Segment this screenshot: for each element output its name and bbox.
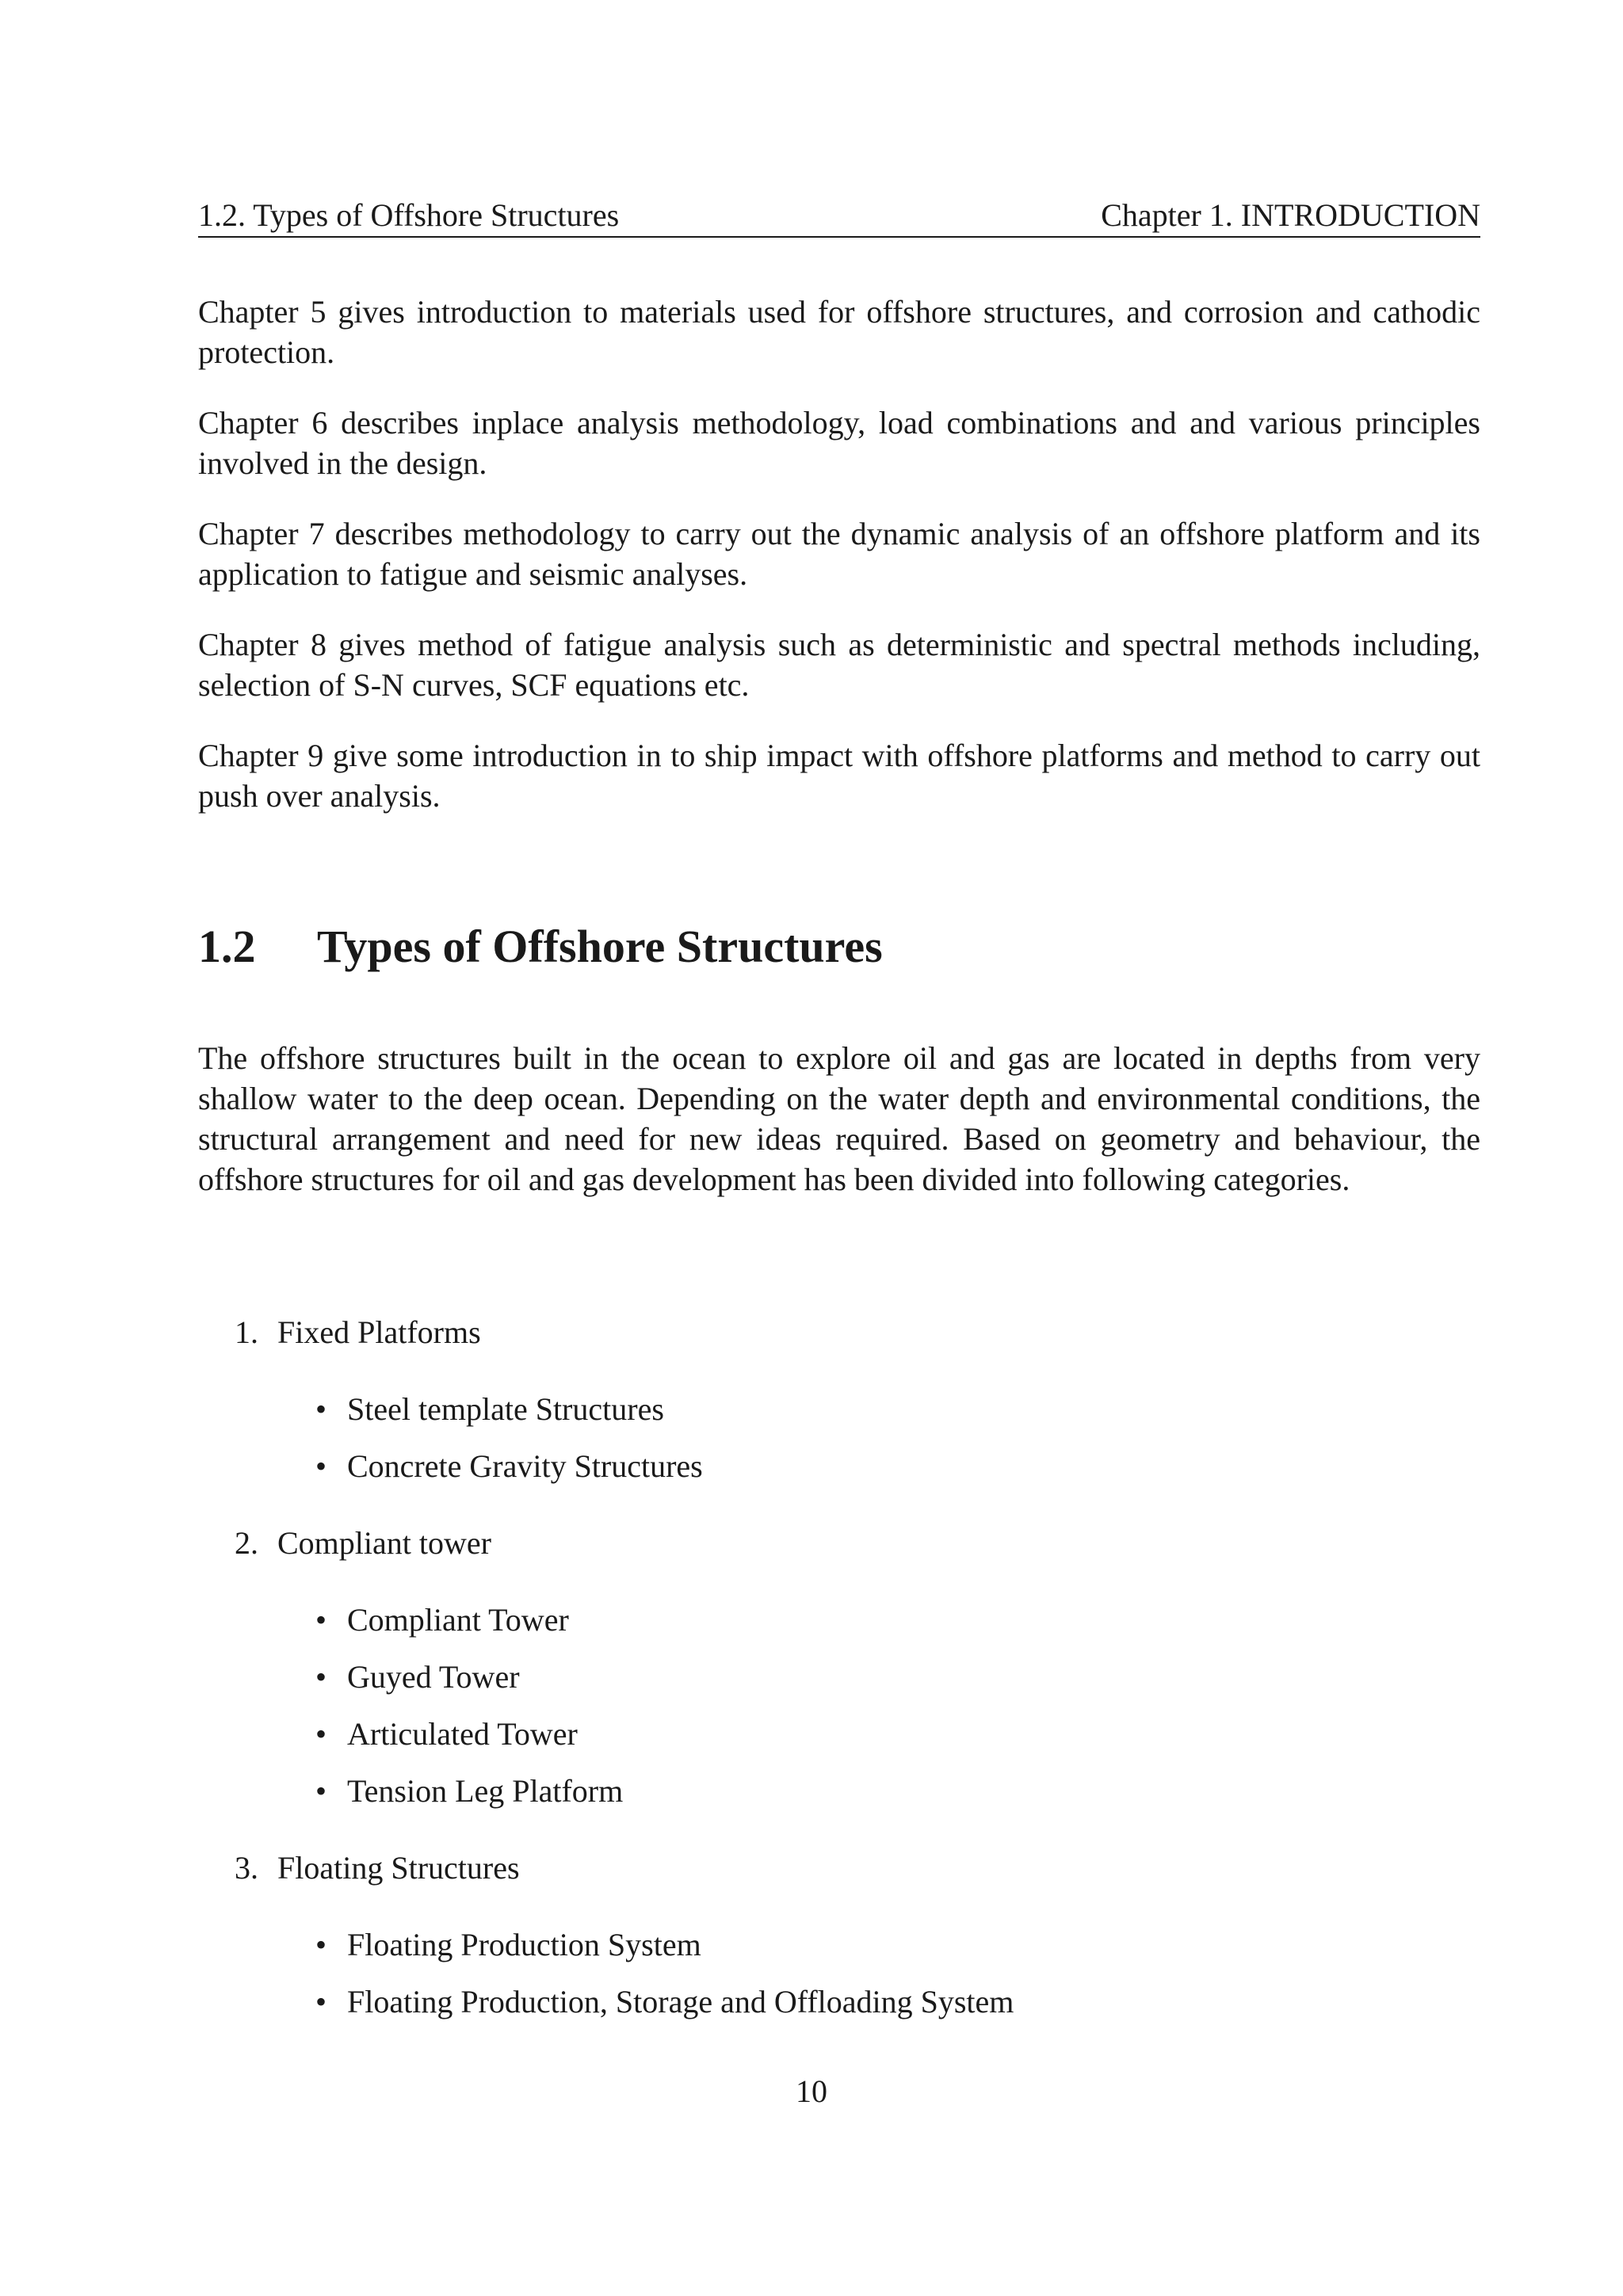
header-section-title: 1.2. Types of Offshore Structures (198, 197, 620, 233)
subcategory-item (315, 1389, 664, 1430)
subcategory-label: Articulated Tower (347, 1716, 578, 1752)
subcategory-item (315, 1924, 701, 1966)
subcategory-item (315, 1714, 578, 1755)
paragraph-chapter-5: Chapter 5 gives introduction to materials used for offshore structures, and corrosion and cathodic protection. (198, 294, 1480, 370)
category-item (235, 1523, 491, 1564)
paragraph-chapter-9: Chapter 9 give some introduction in to ship impact with offshore platforms and method to carry out push over analysis. (198, 738, 1480, 814)
category-item (235, 1312, 481, 1353)
bullet-icon: • (315, 1773, 327, 1809)
subcategory-item (315, 1981, 1014, 2023)
category-number: 1. (235, 1314, 258, 1350)
subcategory-label: Tension Leg Platform (347, 1773, 624, 1809)
subcategory-label: Compliant Tower (347, 1602, 569, 1638)
section-intro-paragraph: The offshore structures built in the ocean to explore oil and gas are located in depths from very shallow water to the deep ocean. Depending on the water depth and environmental conditions, the structural arrangement and need for new ideas required. Based on geometry and behaviour, the offshore structures for oil and gas development has been divided into following categories. (198, 1040, 1480, 1197)
bullet-icon: • (315, 1659, 327, 1695)
subcategory-label: Guyed Tower (347, 1659, 520, 1695)
paragraph-chapter-8: Chapter 8 gives method of fatigue analysis such as deterministic and spectral methods including, selection of S-N curves, SCF equations etc. (198, 627, 1480, 703)
subcategory-item (315, 1446, 703, 1487)
paragraph-chapter-6: Chapter 6 describes inplace analysis methodology, load combinations and and various principles involved in the design. (198, 405, 1480, 481)
subcategory-item (315, 1657, 520, 1698)
bullet-icon: • (315, 1716, 327, 1752)
bullet-icon: • (315, 1927, 327, 1962)
category-item (235, 1848, 520, 1889)
category-label: Fixed Platforms (277, 1314, 481, 1350)
paragraph-chapter-7: Chapter 7 describes methodology to carry out the dynamic analysis of an offshore platform and its application to fatigue and seismic analyses. (198, 516, 1480, 592)
section-title-text: Types of Offshore Structures (317, 921, 883, 972)
subcategory-item (315, 1771, 623, 1812)
subcategory-label: Floating Production, Storage and Offloading System (347, 1984, 1014, 2019)
bullet-icon: • (315, 1448, 327, 1484)
subcategory-label: Floating Production System (347, 1927, 701, 1962)
page-number: 10 (796, 2073, 827, 2109)
running-header (198, 195, 1480, 238)
bullet-icon: • (315, 1602, 327, 1638)
subcategory-item (315, 1600, 569, 1641)
category-label: Floating Structures (277, 1850, 520, 1886)
bullet-icon: • (315, 1984, 327, 2019)
section-heading (198, 919, 883, 974)
subcategory-label: Steel template Structures (347, 1391, 664, 1427)
bullet-icon: • (315, 1391, 327, 1427)
category-number: 3. (235, 1850, 258, 1886)
category-number: 2. (235, 1525, 258, 1561)
header-chapter-title: Chapter 1. INTRODUCTION (1101, 197, 1480, 233)
category-label: Compliant tower (277, 1525, 491, 1561)
subcategory-label: Concrete Gravity Structures (347, 1448, 703, 1484)
section-number: 1.2 (198, 921, 256, 972)
